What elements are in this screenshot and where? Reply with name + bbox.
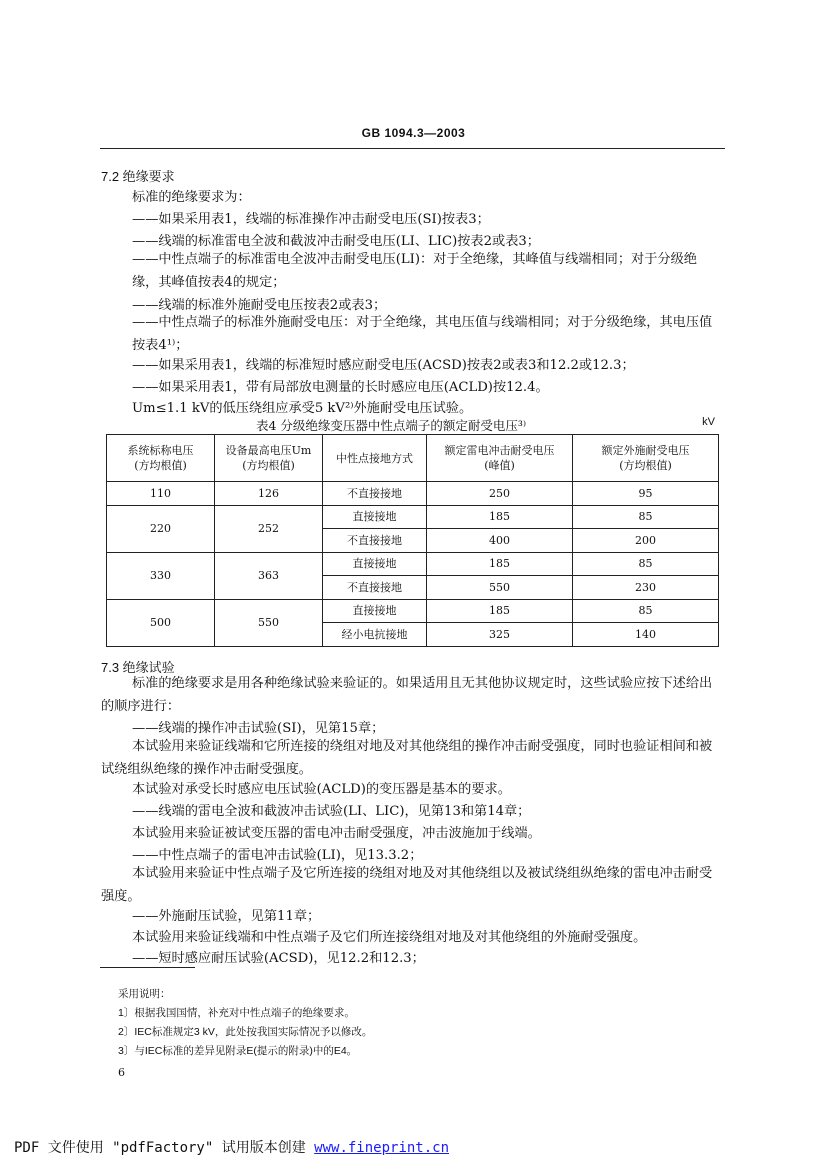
- paragraph-line: ——如果采用表1，线端的标准短时感应耐受电压(ACSD)按表2或表3和12.2或12.3；: [132, 358, 635, 373]
- cell-applied-voltage: 140: [573, 623, 719, 647]
- cell-system-voltage: 110: [107, 482, 215, 506]
- cell-grounding: 直接接地: [323, 599, 427, 623]
- cell-highest-voltage: 252: [215, 505, 323, 552]
- paragraph-line: ——线端的标准雷电全波和截波冲击耐受电压(LI、LIC)按表2或表3；: [132, 234, 540, 249]
- paragraph-line: 本试验用来验证线端和中性点端子及它们所连接绕组对地及对其他绕组的外施耐受强度。: [132, 930, 647, 945]
- col-header-highest-voltage: 设备最高电压Um (方均根值): [215, 435, 323, 482]
- col-header-applied-voltage: 额定外施耐受电压 (方均根值): [573, 435, 719, 482]
- paragraph-line: ——线端的雷电全波和截波冲击试验(LI、LIC)，见第13和第14章；: [132, 804, 531, 819]
- cell-lightning-impulse: 185: [427, 599, 573, 623]
- cell-system-voltage: 220: [107, 505, 215, 552]
- paragraph-line: ——如果采用表1，带有局部放电测量的长时感应电压(ACLD)按12.4。: [132, 380, 549, 395]
- table-header-row: [107, 435, 719, 482]
- cell-highest-voltage: 363: [215, 552, 323, 599]
- cell-highest-voltage: 550: [215, 599, 323, 646]
- table-row: [107, 599, 719, 623]
- paragraph-line: 本试验用来验证线端和它所连接的绕组对地及对其他绕组的操作冲击耐受强度，同时也验证相间和被试绕组纵绝缘的操作冲击耐受强度。: [101, 739, 713, 777]
- paragraph-line: ——短时感应耐压试验(ACSD)，见12.2和12.3；: [132, 951, 425, 966]
- table-row: [107, 482, 719, 506]
- cell-grounding: 直接接地: [323, 552, 427, 576]
- col-header-lightning-impulse: 额定雷电冲击耐受电压 (峰值): [427, 435, 573, 482]
- pdf-creator-banner: [14, 1137, 449, 1157]
- footnote-item: 1〕根据我国国情，补充对中性点端子的绝缘要求。: [118, 1007, 355, 1019]
- paragraph-line: ——中性点端子的标准外施耐受电压：对于全绝缘，其电压值与线端相同；对于分级绝缘，其电压值按表4¹⁾；: [132, 315, 713, 353]
- table-row: [107, 505, 719, 529]
- paragraph-line: ——线端的操作冲击试验(SI)，见第15章；: [132, 721, 385, 736]
- paragraph-intro: 标准的绝缘要求是用各种绝缘试验来验证的。如果适用且无其他协议规定时，这些试验应按下述给出的顺序进行：: [101, 676, 713, 714]
- table-row: [107, 552, 719, 576]
- footnote-item: 3〕与IEC标准的差异见附录E(提示的附录)中的E4。: [118, 1045, 358, 1057]
- cell-grounding: 不直接接地: [323, 482, 427, 506]
- cell-applied-voltage: 230: [573, 576, 719, 600]
- cell-lightning-impulse: 400: [427, 529, 573, 553]
- paragraph-line: 本试验用来验证被试变压器的雷电冲击耐受强度，冲击波施加于线端。: [132, 826, 541, 841]
- col-header-system-voltage: 系统标称电压 (方均根值): [107, 435, 215, 482]
- paragraph-line: ——中性点端子的雷电冲击试验(LI)，见13.3.2；: [132, 848, 423, 863]
- cell-grounding: 不直接接地: [323, 529, 427, 553]
- paragraph-line: ——中性点端子的标准雷电全波冲击耐受电压(LI)：对于全绝缘，其峰值与线端相同；对于分级绝缘，其峰值按表4的规定；: [132, 252, 697, 290]
- table-caption: 表4 分级绝缘变压器中性点端子的额定耐受电压³⁾: [256, 418, 527, 433]
- paragraph-line: ——如果采用表1，线端的标准操作冲击耐受电压(SI)按表3；: [132, 212, 490, 227]
- cell-grounding: 经小电抗接地: [323, 623, 427, 647]
- page-number: 6: [118, 1066, 125, 1079]
- cell-applied-voltage: 200: [573, 529, 719, 553]
- cell-applied-voltage: 85: [573, 505, 719, 529]
- col-header-grounding: 中性点接地方式: [323, 435, 427, 482]
- fineprint-link[interactable]: www.fineprint.cn: [314, 1140, 450, 1156]
- cell-applied-voltage: 85: [573, 599, 719, 623]
- pdf-banner-text: PDF 文件使用 "pdfFactory" 试用版本创建: [14, 1140, 306, 1156]
- paragraph-line: 本试验对承受长时感应电压试验(ACLD)的变压器是基本的要求。: [132, 782, 511, 797]
- footnote-title: 采用说明：: [118, 988, 171, 1000]
- section-7-3-heading: 7.3 绝缘试验: [101, 660, 175, 675]
- cell-lightning-impulse: 325: [427, 623, 573, 647]
- cell-highest-voltage: 126: [215, 482, 323, 506]
- table-unit: kV: [702, 416, 715, 428]
- cell-lightning-impulse: 185: [427, 505, 573, 529]
- cell-system-voltage: 330: [107, 552, 215, 599]
- footnote-rule: [100, 967, 195, 968]
- footnote-item: 2〕IEC标准规定3 kV，此处按我国实际情况予以修改。: [118, 1026, 373, 1038]
- cell-lightning-impulse: 185: [427, 552, 573, 576]
- paragraph-line: 本试验用来验证中性点端子及它所连接的绕组对地及对其他绕组以及被试绕组纵绝缘的雷电冲击耐受强度。: [101, 866, 713, 904]
- standard-code-header: GB 1094.3—2003: [361, 126, 466, 140]
- cell-grounding: 不直接接地: [323, 576, 427, 600]
- neutral-withstand-table: [106, 434, 719, 647]
- cell-lightning-impulse: 550: [427, 576, 573, 600]
- paragraph-line: ——外施耐压试验，见第11章；: [132, 909, 321, 924]
- cell-grounding: 直接接地: [323, 505, 427, 529]
- paragraph-line: 标准的绝缘要求为：: [132, 190, 251, 205]
- header-rule: [100, 148, 725, 149]
- cell-system-voltage: 500: [107, 599, 215, 646]
- paragraph-line: Um≤1.1 kV的低压绕组应承受5 kV²⁾外施耐受电压试验。: [132, 401, 473, 416]
- cell-lightning-impulse: 250: [427, 482, 573, 506]
- cell-applied-voltage: 85: [573, 552, 719, 576]
- cell-applied-voltage: 95: [573, 482, 719, 506]
- paragraph-line: ——线端的标准外施耐受电压按表2或表3；: [132, 298, 387, 313]
- section-7-2-heading: 7.2 绝缘要求: [101, 169, 175, 184]
